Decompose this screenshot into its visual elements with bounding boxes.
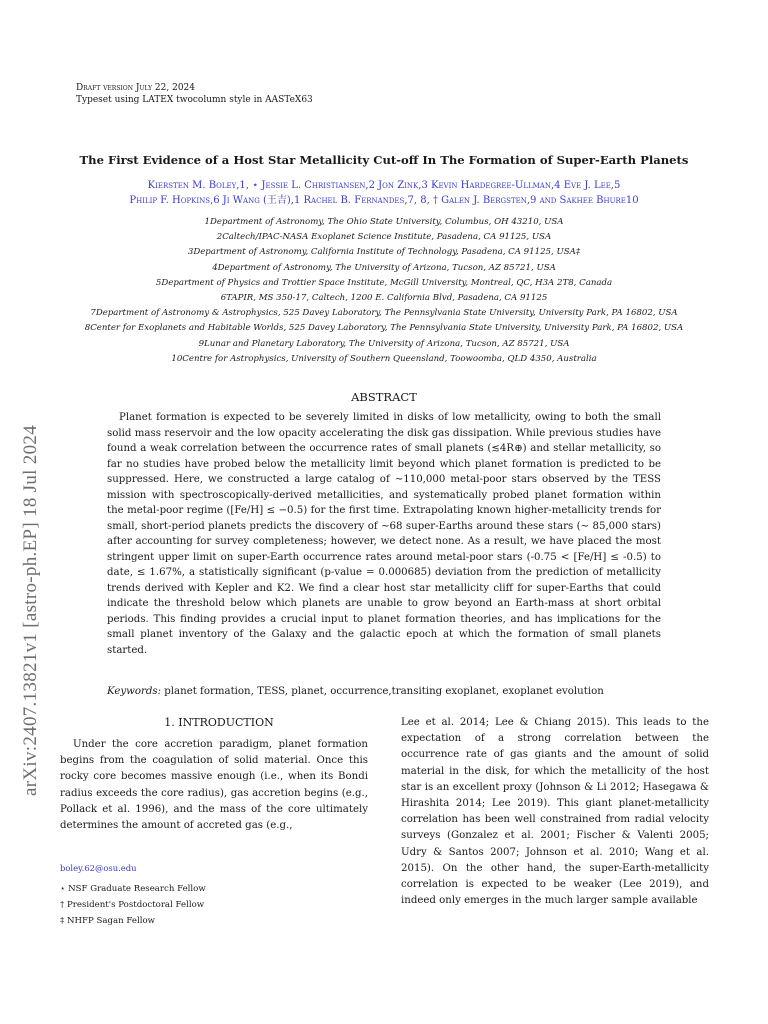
affiliations xyxy=(40,215,728,367)
draft-header xyxy=(76,82,313,106)
author-list[interactable] xyxy=(60,178,708,208)
affiliation: 6TAPIR, MS 350-17, Caltech, 1200 E. California Blvd, Pasadena, CA 91125 xyxy=(220,293,548,304)
keywords-text: planet formation, TESS, planet, occurrence,transiting exoplanet, exoplanet evolution xyxy=(164,686,604,697)
affiliation: 4Department of Astronomy, The University of Arizona, Tucson, AZ 85721, USA xyxy=(212,262,556,273)
affiliation: 5Department of Physics and Trottier Space Institute, McGill University, Montreal, QC, H3A 2T8, Canada xyxy=(155,277,613,288)
affiliation: 10Centre for Astrophysics, University of Southern Queensland, Toowoomba, QLD 4350, Australia xyxy=(171,353,597,364)
affiliation: 2Caltech/IPAC-NASA Exoplanet Science Institute, Pasadena, CA 91125, USA xyxy=(216,232,552,243)
paper-title: The First Evidence of a Host Star Metallicity Cut-off In The Formation of Super-Earth Planets xyxy=(79,153,689,167)
affiliation: 9Lunar and Planetary Laboratory, The University of Arizona, Tucson, AZ 85721, USA xyxy=(198,338,570,349)
footnote: ⋆ NSF Graduate Research Fellow xyxy=(60,884,206,894)
draft-version: Draft version July 22, 2024 xyxy=(76,83,195,93)
affiliation: 3Department of Astronomy, California Institute of Technology, Pasadena, CA 91125, USA‡ xyxy=(187,247,581,258)
intro-paragraph-left: Under the core accretion paradigm, planet formation begins from the coagulation of solid material. Once this rocky core becomes massive enough (i.e., when its Bondi radius exceeds the core radius), gas accretion begins (e.g., Pollack et al. 1996), and the mass of the core ultimately determines the amount of accreted gas (e.g., xyxy=(60,739,368,832)
footnote: ‡ NHFP Sagan Fellow xyxy=(60,916,156,926)
footnote: † President's Postdoctoral Fellow xyxy=(60,900,205,910)
section-heading-introduction: 1. INTRODUCTION xyxy=(164,716,274,729)
affiliation: 8Center for Exoplanets and Habitable Worlds, 525 Davey Laboratory, The Pennsylvania State University, University Park, PA 16802, USA xyxy=(84,323,684,334)
intro-paragraph-right: Lee et al. 2014; Lee & Chiang 2015). This leads to the expectation of a strong correlation between the occurrence rate of gas giants and the amount of solid material in the disk, for which the metallicity of the host star is an excellent proxy (Johnson & Li 2012; Hasegawa & Hirashita 2014; Lee 2019). This giant planet-metallicity correlation has been well constrained from radial velocity surveys (Gonzalez et al. 2001; Fischer & Valenti 2005; Udry & Santos 2007; Johnson et al. 2010; Wang et al. 2015). On the other hand, the super-Earth-metallicity correlation is expected to be weaker (Lee 2019), and indeed only emerges in the much larger sample available xyxy=(401,717,709,907)
keywords xyxy=(107,686,667,697)
footnotes xyxy=(60,881,206,929)
author-email-link[interactable]: boley.62@osu.edu xyxy=(60,863,137,873)
keywords-label: Keywords: xyxy=(107,686,162,697)
author-line-1[interactable]: Kiersten M. Boley,1, ⋆ Jessie L. Christiansen,2 Jon Zink,3 Kevin Hardegree-Ullman,4 Eve J. Lee,5 xyxy=(147,180,621,191)
author-line-2[interactable]: Philip F. Hopkins,6 Ji Wang (王吉),1 Rachel B. Fernandes,7, 8, † Galen J. Bergsten,9 and Sakhee Bhure10 xyxy=(129,195,639,206)
abstract-text: Planet formation is expected to be severely limited in disks of low metallicity, owing to both the small solid mass reservoir and the low opacity accelerating the disk gas dissipation. While previous studies have found a weak correlation between the occurrence rates of small planets (≲4R⊕) and stellar metallicity, so far no studies have probed below the metallicity limit beyond which planet formation is predicted to be suppressed. Here, we constructed a large catalog of ∼110,000 metal-poor stars observed by the TESS mission with spectroscopically-derived metallicities, and systematically probed planet formation within the metal-poor regime ([Fe/H] ≤ −0.5) for the first time. Extrapolating known higher-metallicity trends for small, short-period planets predicts the discovery of ∼68 super-Earths around these stars (∼ 85,000 stars) after accounting for survey completeness; however, we detect none. As a result, we have placed the most stringent upper limit on super-Earth occurrence rates around metal-poor stars (-0.75 < [Fe/H] ≤ -0.5) to date, ≤ 1.67%, a statistically significant (p-value = 0.000685) deviation from the prediction of metallicity trends derived with Kepler and K2. We find a clear host star metallicity cliff for super-Earths that could indicate the threshold below which planets are unable to grow beyond an Earth-mass at short orbital periods. This finding provides a crucial input to planet formation theories, and has implications for the small planet inventory of the Galaxy and the galactic epoch at which the formation of small planets started. xyxy=(107,412,661,656)
abstract-heading: ABSTRACT xyxy=(351,390,417,404)
affiliation: 7Department of Astronomy & Astrophysics, 525 Davey Laboratory, The Pennsylvania State University, University Park, PA 16802, USA xyxy=(90,308,678,319)
affiliation: 1Department of Astronomy, The Ohio State University, Columbus, OH 43210, USA xyxy=(204,217,564,227)
typeset-note: Typeset using LATEX twocolumn style in AASTeX63 xyxy=(76,95,313,105)
